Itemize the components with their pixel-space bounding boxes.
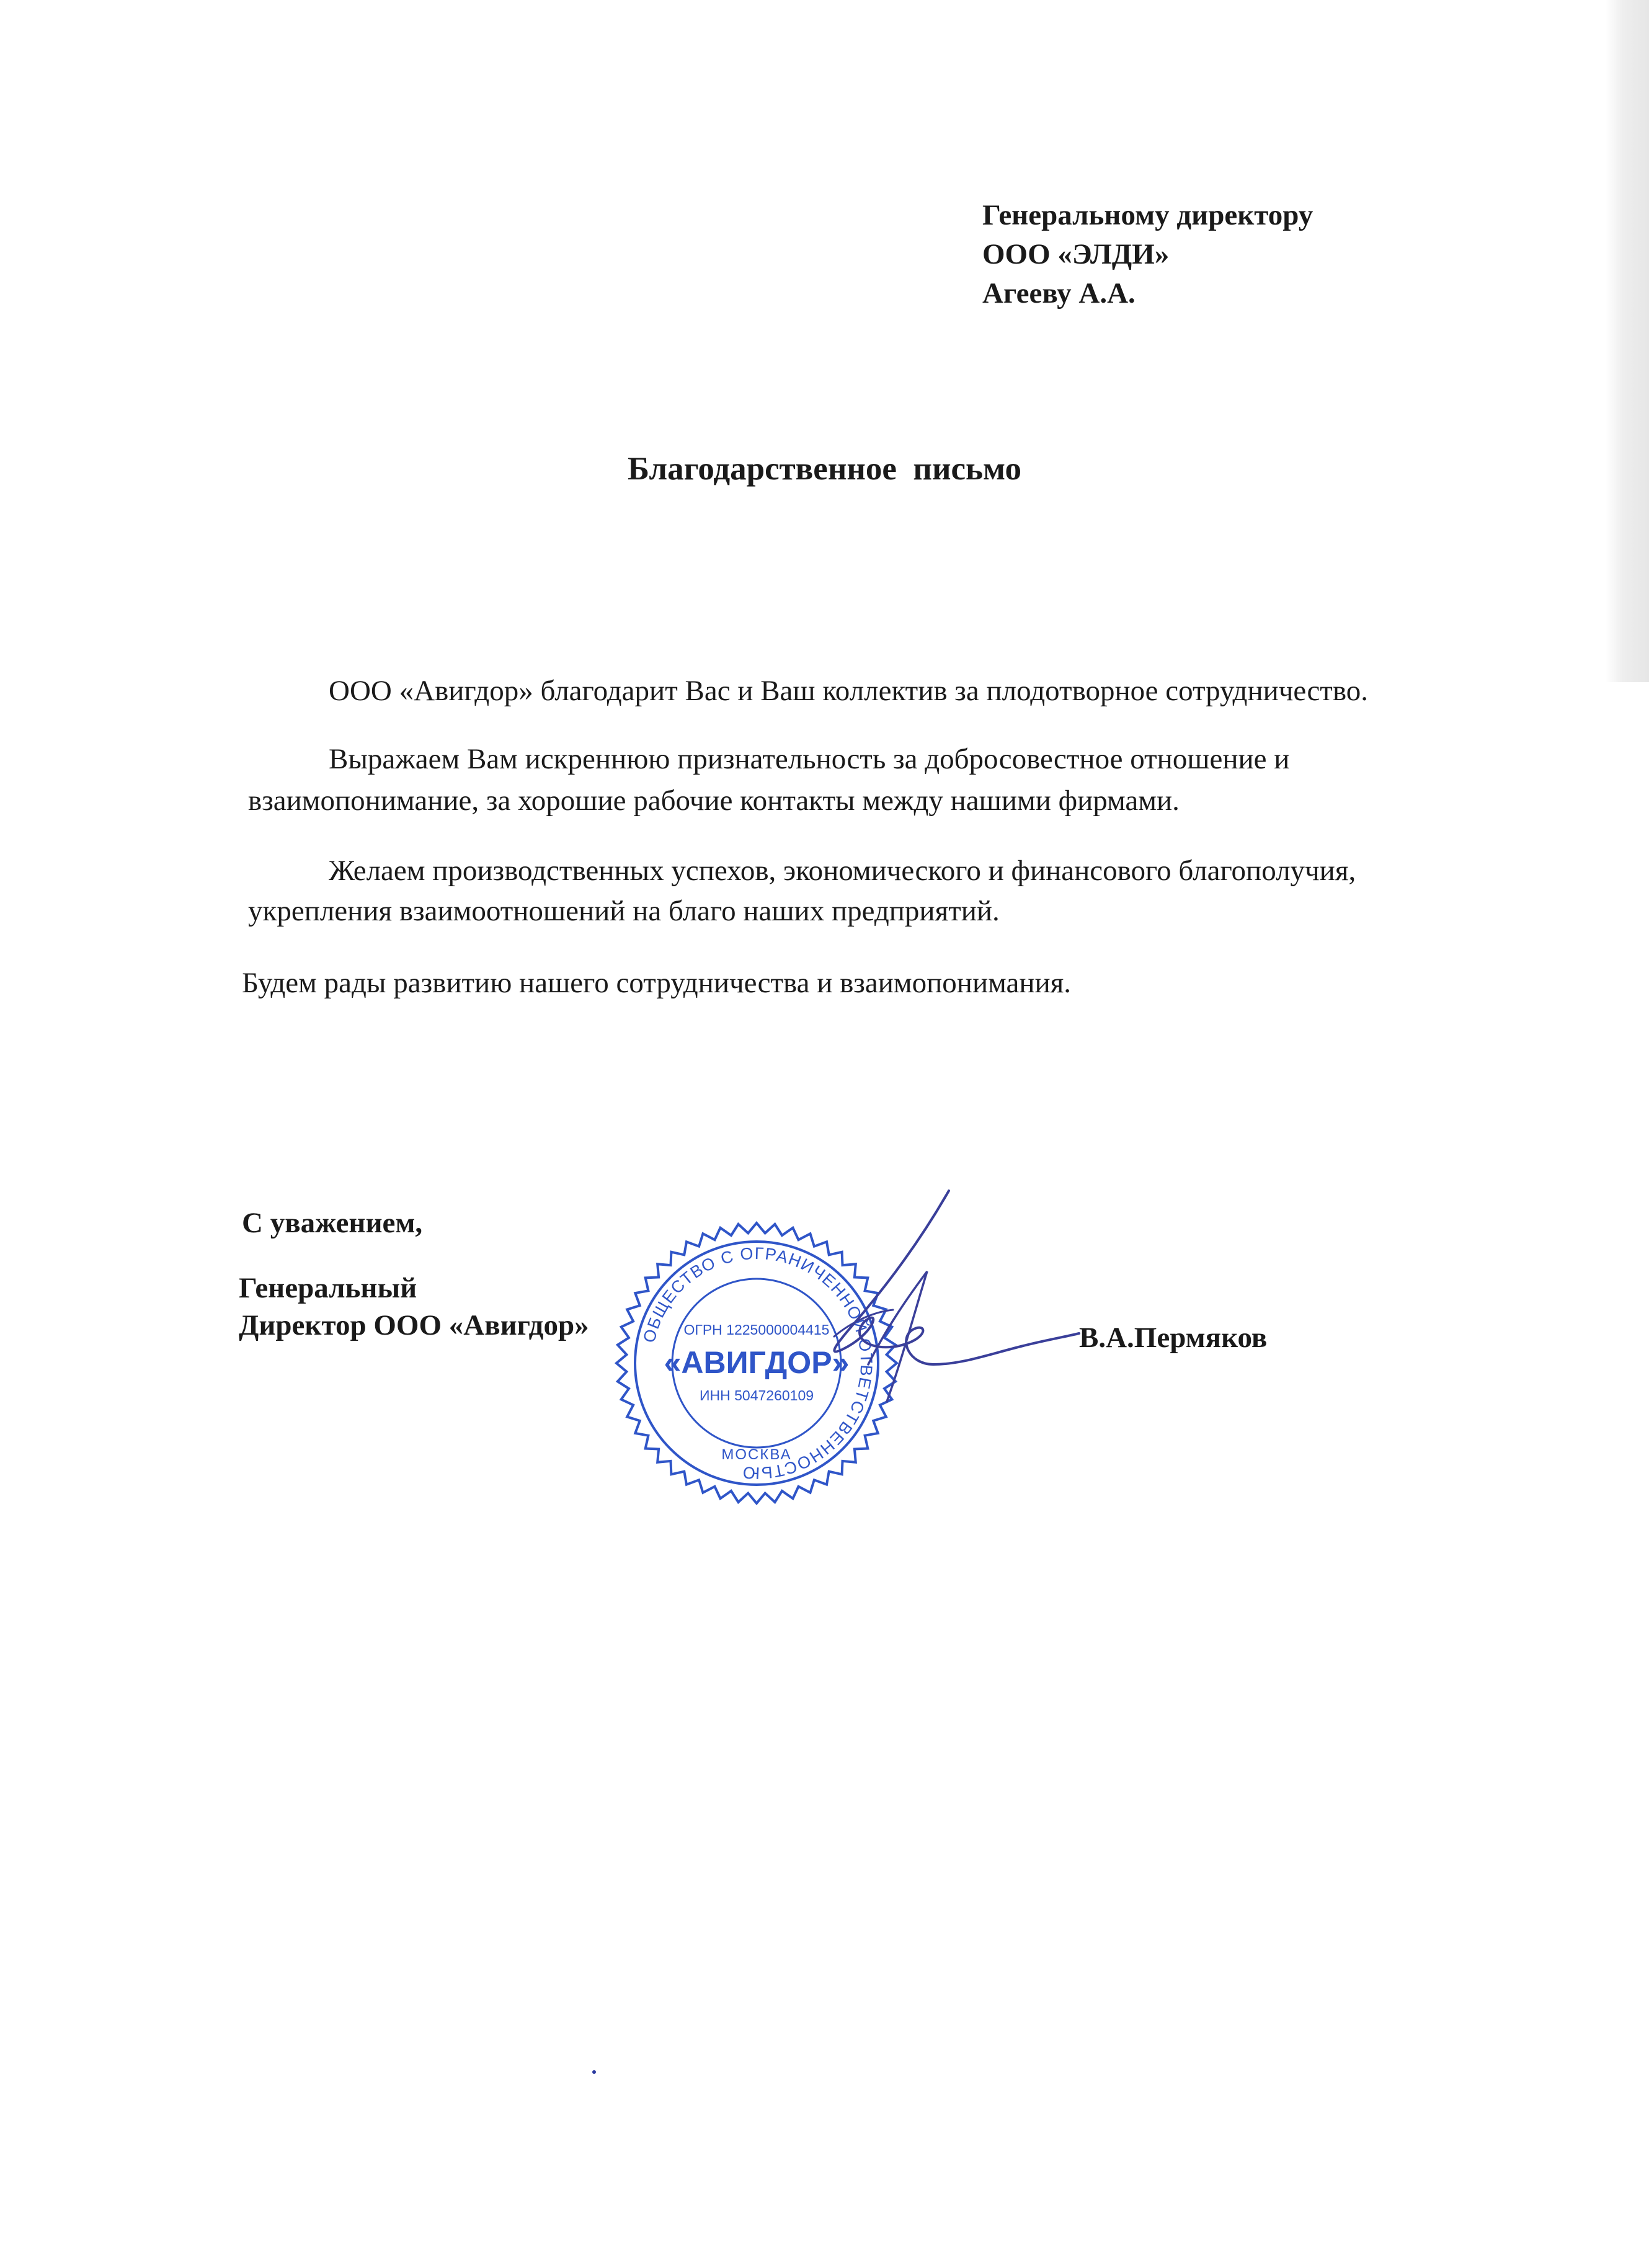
seal-ring-text: ОБЩЕСТВО С ОГРАНИЧЕННОЙ ОТВЕТСТВЕННОСТЬЮ <box>639 1243 876 1483</box>
seal-inn: ИНН 5047260109 <box>699 1387 814 1403</box>
addressee-name: Агееву А.А. <box>982 277 1136 309</box>
addressee-company: ООО «ЭЛДИ» <box>982 238 1170 270</box>
seal-city: МОСКВА <box>721 1446 792 1463</box>
signer-position-line1: Генеральный <box>239 1272 417 1304</box>
ink-speck <box>592 2070 596 2074</box>
paragraph-gratitude-line2: взаимопонимание, за хорошие рабочие контакты между нашими фирмами. <box>248 785 1180 817</box>
paragraph-thanks: ООО «Авигдор» благодарит Вас и Ваш коллектив за плодотворное сотрудничество. <box>329 675 1368 707</box>
letter-title: Благодарственное письмо <box>628 451 1021 487</box>
signer-name: В.А.Пермяков <box>1079 1322 1268 1354</box>
paragraph-closing-wish: Будем рады развитию нашего сотрудничества и взаимопонимания. <box>242 967 1072 999</box>
addressee-position: Генеральному директору <box>982 199 1313 231</box>
paragraph-gratitude-line1: Выражаем Вам искреннюю признательность за добросовестное отношение и <box>329 743 1290 775</box>
handwritten-signature <box>800 1178 1085 1439</box>
seal-ogrn: ОГРН 1225000004415 <box>683 1322 830 1338</box>
paragraph-wishes-line1: Желаем производственных успехов, экономического и финансового благополучия, <box>329 855 1356 887</box>
seal-company-name: «АВИГДОР» <box>664 1345 850 1380</box>
regards-text: С уважением, <box>242 1207 423 1239</box>
addressee-block <box>982 196 1313 313</box>
scan-shadow-edge <box>1606 0 1649 682</box>
paragraph-wishes-line2: укрепления взаимоотношений на благо наших предприятий. <box>248 895 1000 927</box>
signer-position-line2: Директор ООО «Авигдор» <box>239 1309 589 1341</box>
